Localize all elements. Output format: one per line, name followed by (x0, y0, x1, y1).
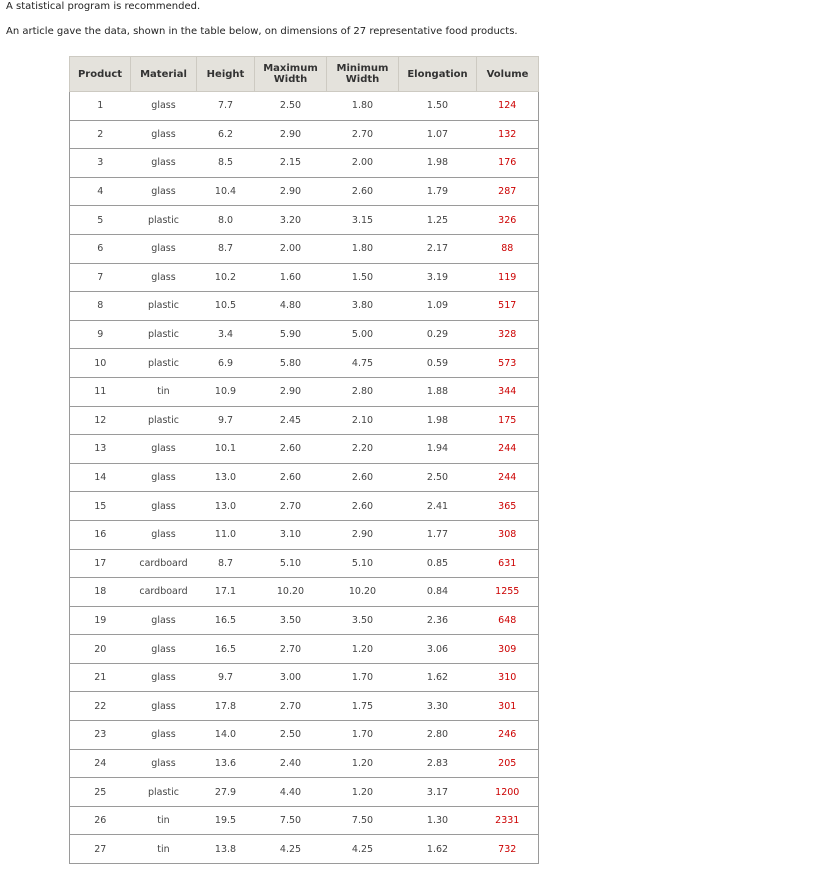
header-label-line2: Width (345, 74, 380, 85)
height-cell: 13.0 (197, 463, 255, 492)
material-cell: plastic (131, 349, 197, 378)
elongation-cell: 1.98 (399, 149, 477, 178)
table-row (70, 463, 539, 492)
material-cell: glass (131, 749, 197, 778)
product-cell: 2 (70, 120, 131, 149)
elongation-cell: 3.30 (399, 692, 477, 721)
table-row (70, 835, 539, 864)
food-products-table (69, 56, 539, 864)
product-cell: 8 (70, 292, 131, 321)
volume-cell: 287 (477, 177, 539, 206)
product-cell: 16 (70, 520, 131, 549)
elongation-cell: 1.77 (399, 520, 477, 549)
material-cell: glass (131, 663, 197, 692)
product-cell: 4 (70, 177, 131, 206)
min-width-cell: 3.50 (327, 606, 399, 635)
table-row (70, 120, 539, 149)
elongation-cell: 2.36 (399, 606, 477, 635)
min-width-cell: 2.60 (327, 463, 399, 492)
elongation-cell: 3.19 (399, 263, 477, 292)
elongation-cell: 1.25 (399, 206, 477, 235)
product-cell: 23 (70, 721, 131, 750)
max-width-cell: 3.00 (255, 663, 327, 692)
table-row (70, 721, 539, 750)
max-width-cell: 7.50 (255, 806, 327, 835)
elongation-cell: 1.62 (399, 835, 477, 864)
material-cell: plastic (131, 778, 197, 807)
elongation-cell: 1.30 (399, 806, 477, 835)
material-cell: glass (131, 520, 197, 549)
max-width-cell: 5.90 (255, 320, 327, 349)
material-cell: glass (131, 120, 197, 149)
material-cell: glass (131, 177, 197, 206)
table-row (70, 177, 539, 206)
max-width-cell: 2.00 (255, 234, 327, 263)
table-row (70, 349, 539, 378)
elongation-cell: 0.29 (399, 320, 477, 349)
header-label: Maximum (263, 63, 318, 74)
max-width-cell: 2.40 (255, 749, 327, 778)
height-cell: 9.7 (197, 663, 255, 692)
product-cell: 25 (70, 778, 131, 807)
product-cell: 17 (70, 549, 131, 578)
elongation-cell: 0.85 (399, 549, 477, 578)
height-cell: 3.4 (197, 320, 255, 349)
min-width-cell: 2.70 (327, 120, 399, 149)
height-cell: 13.0 (197, 492, 255, 521)
material-cell: glass (151, 100, 176, 112)
table-row (70, 749, 539, 778)
volume-cell: 132 (477, 120, 539, 149)
header-height (197, 57, 255, 92)
max-width-cell: 1.60 (255, 263, 327, 292)
height-cell: 10.1 (197, 435, 255, 464)
product-cell: 15 (70, 492, 131, 521)
max-width-cell: 5.10 (255, 549, 327, 578)
elongation-cell: 1.50 (426, 100, 449, 112)
height-cell: 10.2 (197, 263, 255, 292)
min-width-cell: 3.80 (327, 292, 399, 321)
elongation-cell: 1.98 (399, 406, 477, 435)
min-width-cell: 1.20 (327, 778, 399, 807)
min-width-cell: 2.90 (327, 520, 399, 549)
max-width-cell: 2.60 (255, 435, 327, 464)
material-cell: plastic (131, 320, 197, 349)
header-label: Minimum (336, 63, 389, 74)
height-cell: 8.0 (197, 206, 255, 235)
header-elongation (399, 57, 477, 92)
header-maximum-width (255, 57, 327, 92)
elongation-cell: 3.06 (399, 635, 477, 664)
height-cell: 8.5 (197, 149, 255, 178)
header-label: Product (77, 68, 123, 80)
header-label: Height (206, 68, 245, 80)
max-width-cell: 4.80 (255, 292, 327, 321)
max-width-cell: 2.50 (279, 100, 302, 112)
volume-cell: 176 (477, 149, 539, 178)
min-width-cell: 4.75 (327, 349, 399, 378)
volume-cell: 309 (477, 635, 539, 664)
height-cell: 7.7 (217, 100, 234, 112)
product-cell: 14 (70, 463, 131, 492)
material-cell: plastic (131, 206, 197, 235)
height-cell: 6.2 (197, 120, 255, 149)
min-width-cell: 2.20 (327, 435, 399, 464)
table-body (70, 92, 539, 864)
header-label-line2: Width (273, 74, 308, 85)
volume-cell: 119 (477, 263, 539, 292)
height-cell: 6.9 (197, 349, 255, 378)
volume-cell: 301 (477, 692, 539, 721)
min-width-cell: 5.10 (327, 549, 399, 578)
table-row (70, 377, 539, 406)
table-row (70, 435, 539, 464)
material-cell: cardboard (131, 578, 197, 607)
product-cell: 10 (70, 349, 131, 378)
table-row (70, 206, 539, 235)
volume-cell: 648 (477, 606, 539, 635)
header-label: Material (140, 68, 187, 80)
height-cell: 13.8 (197, 835, 255, 864)
min-width-cell: 1.50 (327, 263, 399, 292)
elongation-cell: 2.83 (399, 749, 477, 778)
max-width-cell: 10.20 (255, 578, 327, 607)
material-cell: glass (131, 635, 197, 664)
product-cell: 27 (70, 835, 131, 864)
max-width-cell: 5.80 (255, 349, 327, 378)
volume-cell: 1200 (477, 778, 539, 807)
material-cell: tin (131, 835, 197, 864)
table-row (70, 663, 539, 692)
height-cell: 10.9 (197, 377, 255, 406)
volume-cell: 124 (477, 92, 539, 121)
max-width-cell: 3.10 (255, 520, 327, 549)
intro-line-2: An article gave the data, shown in the table below, on dimensions of 27 representative food products. (6, 26, 518, 37)
product-cell: 5 (70, 206, 131, 235)
min-width-cell: 2.80 (327, 377, 399, 406)
table-row (70, 692, 539, 721)
header-material (131, 57, 197, 92)
volume-cell: 88 (477, 234, 539, 263)
table-row (70, 806, 539, 835)
height-cell: 8.7 (197, 549, 255, 578)
volume-cell: 365 (477, 492, 539, 521)
elongation-cell: 2.50 (399, 463, 477, 492)
volume-cell: 205 (477, 749, 539, 778)
material-cell: glass (131, 435, 197, 464)
intro-line-1: A statistical program is recommended. (6, 1, 201, 12)
elongation-cell: 2.17 (399, 234, 477, 263)
product-cell: 20 (70, 635, 131, 664)
elongation-cell: 1.62 (399, 663, 477, 692)
material-cell: glass (131, 721, 197, 750)
height-cell: 17.1 (197, 578, 255, 607)
volume-cell: 2331 (477, 806, 539, 835)
max-width-cell: 2.45 (255, 406, 327, 435)
material-cell: plastic (131, 406, 197, 435)
min-width-cell: 3.15 (327, 206, 399, 235)
max-width-cell: 4.25 (255, 835, 327, 864)
max-width-cell: 2.70 (255, 692, 327, 721)
product-cell: 9 (70, 320, 131, 349)
min-width-cell: 1.80 (327, 234, 399, 263)
product-cell: 18 (70, 578, 131, 607)
height-cell: 8.7 (197, 234, 255, 263)
height-cell: 9.7 (197, 406, 255, 435)
table-row (70, 406, 539, 435)
material-cell: glass (131, 606, 197, 635)
height-cell: 17.8 (197, 692, 255, 721)
material-cell: glass (131, 149, 197, 178)
max-width-cell: 4.40 (255, 778, 327, 807)
material-cell: cardboard (131, 549, 197, 578)
min-width-cell: 2.00 (327, 149, 399, 178)
table-row (70, 606, 539, 635)
table-row (70, 549, 539, 578)
max-width-cell: 2.15 (255, 149, 327, 178)
volume-cell: 310 (477, 663, 539, 692)
height-cell: 16.5 (197, 606, 255, 635)
min-width-cell: 1.70 (327, 721, 399, 750)
min-width-cell: 10.20 (327, 578, 399, 607)
volume-cell: 573 (477, 349, 539, 378)
table-row (70, 149, 539, 178)
material-cell: tin (131, 377, 197, 406)
min-width-cell: 2.60 (327, 492, 399, 521)
table-row (70, 320, 539, 349)
header-minimum-width (327, 57, 399, 92)
elongation-cell: 2.80 (399, 721, 477, 750)
height-cell: 10.5 (197, 292, 255, 321)
volume-cell: 344 (477, 377, 539, 406)
min-width-cell: 5.00 (327, 320, 399, 349)
height-cell: 10.4 (197, 177, 255, 206)
min-width-cell: 1.20 (327, 749, 399, 778)
header-row (70, 57, 539, 92)
max-width-cell: 2.60 (255, 463, 327, 492)
elongation-cell: 0.59 (399, 349, 477, 378)
max-width-cell: 2.50 (255, 721, 327, 750)
min-width-cell: 1.70 (327, 663, 399, 692)
product-cell: 22 (70, 692, 131, 721)
max-width-cell: 2.70 (255, 635, 327, 664)
table-row (70, 492, 539, 521)
material-cell: glass (131, 692, 197, 721)
min-width-cell: 1.75 (327, 692, 399, 721)
max-width-cell: 3.50 (255, 606, 327, 635)
max-width-cell: 2.90 (255, 177, 327, 206)
material-cell: glass (131, 492, 197, 521)
max-width-cell: 3.20 (255, 206, 327, 235)
min-width-cell: 7.50 (327, 806, 399, 835)
table-row (70, 234, 539, 263)
material-cell: glass (131, 463, 197, 492)
min-width-cell: 4.25 (327, 835, 399, 864)
header-label: Volume (486, 68, 529, 80)
product-cell: 26 (70, 806, 131, 835)
table-row (70, 520, 539, 549)
height-cell: 11.0 (197, 520, 255, 549)
min-width-cell: 2.10 (327, 406, 399, 435)
height-cell: 19.5 (197, 806, 255, 835)
volume-cell: 328 (477, 320, 539, 349)
header-product (70, 57, 131, 92)
table-row (70, 263, 539, 292)
volume-cell: 244 (477, 435, 539, 464)
volume-cell: 175 (477, 406, 539, 435)
height-cell: 14.0 (197, 721, 255, 750)
material-cell: glass (131, 263, 197, 292)
material-cell: glass (131, 234, 197, 263)
volume-cell: 308 (477, 520, 539, 549)
table-row (70, 292, 539, 321)
height-cell: 13.6 (197, 749, 255, 778)
table-row (70, 778, 539, 807)
product-cell: 19 (70, 606, 131, 635)
table-row (70, 635, 539, 664)
volume-cell: 326 (477, 206, 539, 235)
table-row (70, 92, 539, 121)
elongation-cell: 3.17 (399, 778, 477, 807)
height-cell: 27.9 (197, 778, 255, 807)
product-cell: 11 (70, 377, 131, 406)
elongation-cell: 2.41 (399, 492, 477, 521)
elongation-cell: 1.09 (399, 292, 477, 321)
elongation-cell: 1.07 (399, 120, 477, 149)
product-cell: 12 (70, 406, 131, 435)
product-cell: 21 (70, 663, 131, 692)
table-row (70, 578, 539, 607)
product-cell: 1 (70, 92, 131, 121)
height-cell: 16.5 (197, 635, 255, 664)
volume-cell: 732 (477, 835, 539, 864)
material-cell: tin (131, 806, 197, 835)
product-cell: 13 (70, 435, 131, 464)
max-width-cell: 2.70 (255, 492, 327, 521)
volume-cell: 246 (477, 721, 539, 750)
min-width-cell: 2.60 (327, 177, 399, 206)
max-width-cell: 2.90 (255, 377, 327, 406)
elongation-cell: 1.88 (399, 377, 477, 406)
material-cell: plastic (131, 292, 197, 321)
header-volume (477, 57, 539, 92)
product-cell: 7 (70, 263, 131, 292)
max-width-cell: 2.90 (255, 120, 327, 149)
volume-cell: 631 (477, 549, 539, 578)
product-cell: 24 (70, 749, 131, 778)
product-cell: 3 (70, 149, 131, 178)
min-width-cell: 1.80 (351, 100, 374, 112)
volume-cell: 517 (477, 292, 539, 321)
elongation-cell: 1.94 (399, 435, 477, 464)
header-label: Elongation (407, 68, 468, 80)
elongation-cell: 1.79 (399, 177, 477, 206)
product-cell: 6 (70, 234, 131, 263)
elongation-cell: 0.84 (399, 578, 477, 607)
volume-cell: 1255 (477, 578, 539, 607)
volume-cell: 244 (477, 463, 539, 492)
min-width-cell: 1.20 (327, 635, 399, 664)
